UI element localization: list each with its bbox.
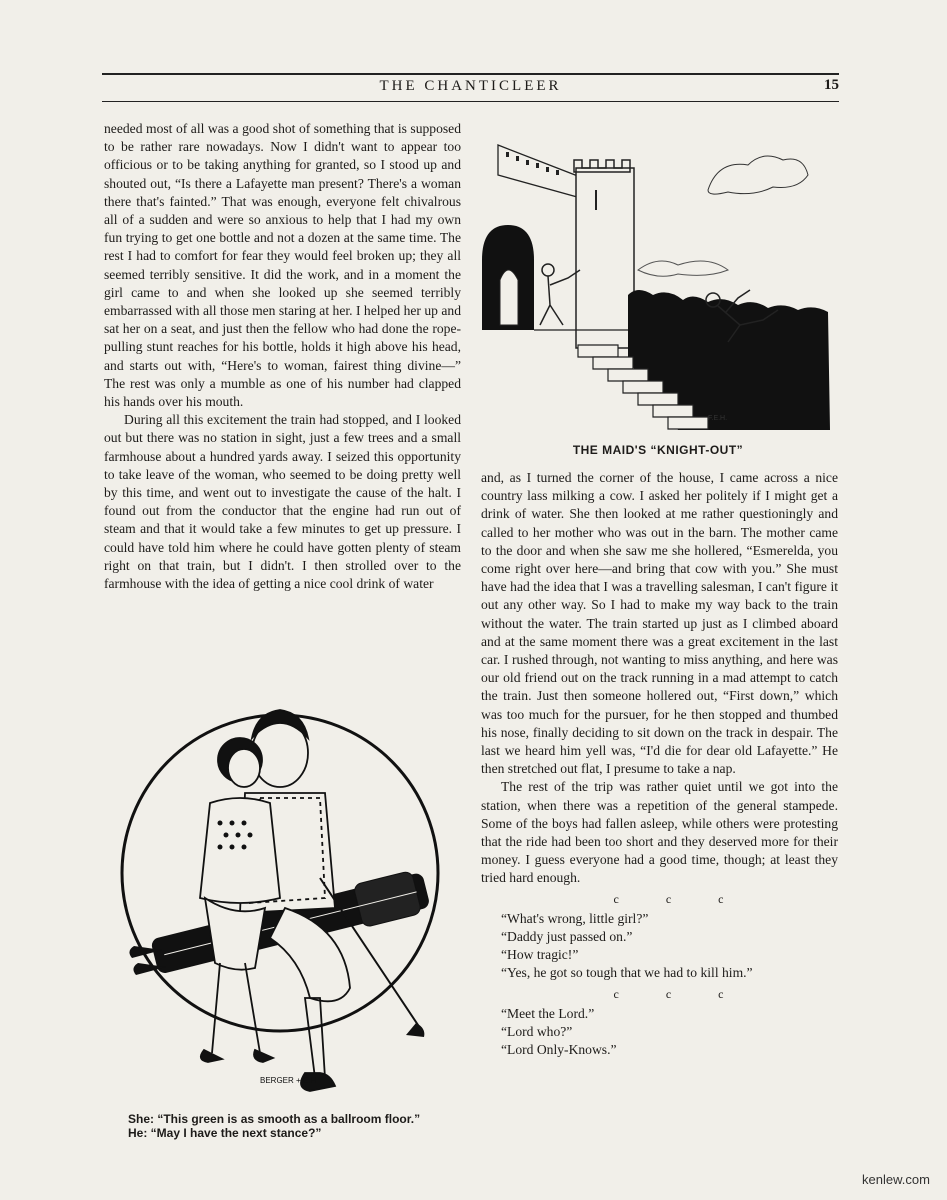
- joke-line: “Lord Only-Knows.”: [501, 1042, 617, 1058]
- left-paragraph-2: During all this excitement the train had stopped, and I looked out but there was no station in sight, just a few trees and a small farmhouse about a hundred yards away. I seized this opportunity to take leave of the woman, who seemed to be doing pretty well by this time, and went out to investigate the cause of the halt. I found out from the conductor that the engine had run out of steam and that it would take a few minutes to get up pressure. I could have told him where he could have gotten plenty of steam right on that train, but I didn't. I then strolled over to the farmhouse with the idea of getting a nice cool drink of water: [104, 412, 461, 592]
- caption-line-she: She: “This green is as smooth as a ballroom floor.”: [128, 1112, 421, 1126]
- joke-line: “Daddy just passed on.”: [501, 929, 633, 945]
- svg-text:F.E.H.: F.E.H.: [708, 415, 728, 422]
- golf-illustration-caption: [128, 1112, 468, 1140]
- header-rule-top: [102, 73, 839, 75]
- right-paragraph-1: and, as I turned the corner of the house, I came across a nice country lass milking a cow. I asked her politely if I might get a drink of water. She then looked at me rather questioningly and called to her mother who was out in the barn. The mother came to the door and when she saw me she hollered, “Esmerelda, you come right over here—and bring that cow with you.” She must have had the idea that I was a travelling salesman, I can't figure it out any other way. So I had to make my way back to the train without the water. The train started up just as I climbed aboard and at the same moment there was a great excitement in the last car. I rushed through, not wanting to miss anything, and here was our old friend out on the track running in a mad attempt to catch the train. Just then someone hollered out, “First down,” which was too much for the pursuer, for he then stopped and thumbed his nose, finally deciding to sit down on the track in despair. The last we heard him yell was, “I'd die for dear old Lafayette.” He then stretched out flat, I presume to take a nap.: [481, 470, 838, 777]
- knight-out-illustration: [478, 120, 838, 440]
- masthead-title: THE CHANTICLEER: [379, 78, 562, 94]
- caption-line-he: He: “May I have the next stance?”: [128, 1126, 322, 1140]
- left-column: [104, 120, 461, 593]
- joke-line: “Yes, he got so tough that we had to kill him.”: [501, 965, 753, 981]
- left-paragraph-1: needed most of all was a good shot of something that is supposed to be rather rare nowadays. Now I didn't want to appear too officious or to be taking anything for granted, so I stood up and shouted out, “Is there a Lafayette man present? There's a woman there that's fainted.” That was enough, everyone felt chivalrous all of a sudden and were so anxious to help that I had my own fun trying to get one bottle and not a dozen at the same time. The rest I had to comfort for fear they would feel broken up; they all seemed terribly sensitive. It did the work, and in a moment the girl came to and when she looked up she seemed terribly embarrassed with all those men staring at her. I helped her up and sat her on a seat, and just then the fellow who had done the rope-pulling stunt reaches for his bottle, holds it high above his head, and starts out with, “Here's to woman, fairest thing divine—” The rest was only a mumble as one of his number had clapped his hands over his mouth.: [104, 121, 461, 410]
- joke-line: “How tragic!”: [501, 947, 579, 963]
- right-column: [481, 469, 838, 1060]
- section-separator: c c c: [613, 891, 746, 906]
- artist-signature: BERGER + E.H: [260, 1076, 317, 1085]
- right-paragraph-2: The rest of the trip was rather quiet until we got into the station, when there was a repetition of the general stampede. Some of the boys had fallen asleep, while others were protesting that the ride had been too short and they deserved more for their money. I guess everyone had a good time, though; at least they tried hard enough.: [481, 779, 838, 886]
- joke-line: “Meet the Lord.”: [501, 1005, 595, 1021]
- section-separator: c c c: [613, 986, 746, 1001]
- joke-line: “What's wrong, little girl?”: [501, 910, 649, 926]
- watermark-text: kenlew.com: [862, 1172, 930, 1187]
- joke-line: “Lord who?”: [501, 1024, 573, 1040]
- knight-illustration-caption: THE MAID'S “KNIGHT-OUT”: [572, 443, 744, 457]
- page-number: 15: [824, 77, 839, 93]
- golf-couple-illustration: [120, 698, 460, 1113]
- header-rule-bottom: [102, 101, 839, 102]
